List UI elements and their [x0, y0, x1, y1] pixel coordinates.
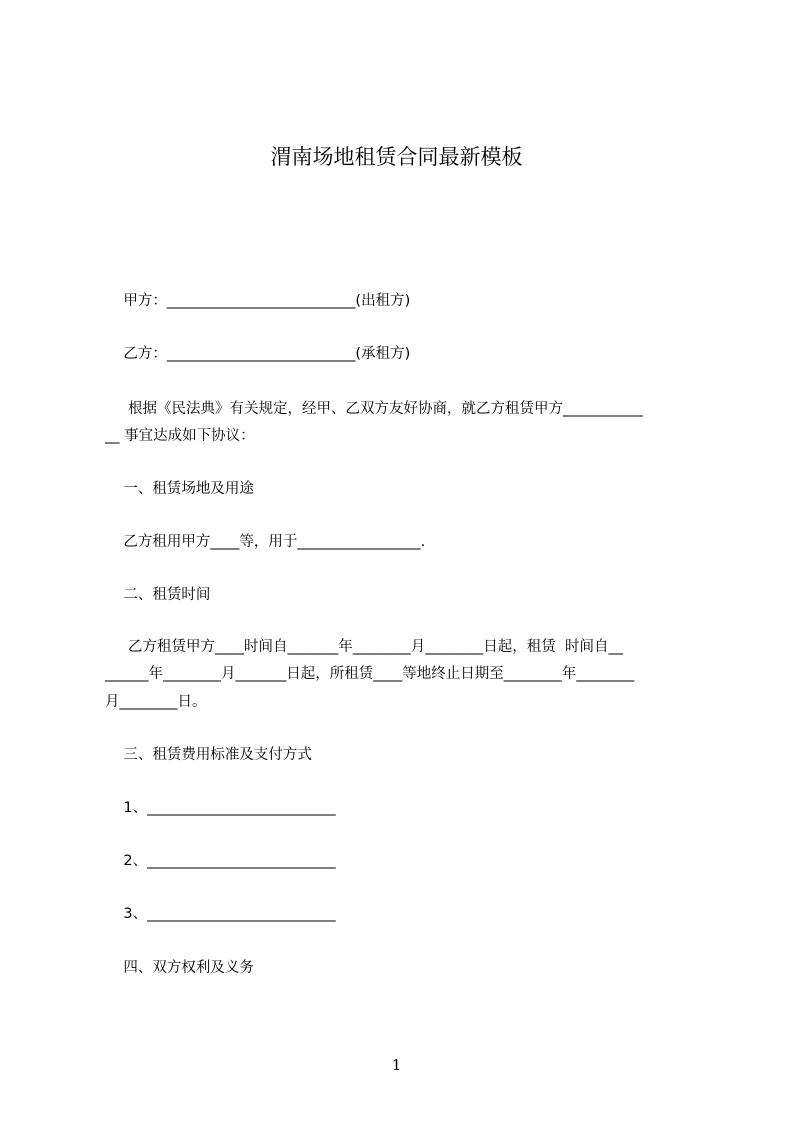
party-b-line: 乙方：__________________________(承租方): [105, 346, 411, 362]
section-4-heading: 四、双方权利及义务: [105, 960, 254, 976]
section-3-heading: 三、租赁费用标准及支付方式: [105, 747, 312, 763]
party-a-line: 甲方：__________________________(出租方): [105, 293, 411, 309]
document-title: 渭南场地租赁合同最新模板: [270, 145, 523, 169]
section-2-line-3: 月________日。: [105, 694, 207, 710]
section-1-text: 乙方租用甲方____等，用于_________________.: [105, 534, 426, 550]
section-1-heading: 一、租赁场地及用途: [105, 481, 254, 497]
section-2-line-2: ______年________月_______日起，所租赁____等地终止日期至________年________: [105, 666, 635, 682]
intro-line-2: __ 事宜达成如下协议：: [105, 428, 255, 444]
payment-item-2: 2、__________________________: [105, 853, 336, 869]
payment-item-3: 3、__________________________: [105, 906, 336, 922]
page-number: 1: [391, 1056, 402, 1074]
section-2-heading: 二、租赁时间: [105, 587, 211, 603]
intro-line-1: 根据《民法典》有关规定，经甲、乙双方友好协商，就乙方租赁甲方___________: [105, 401, 643, 417]
payment-item-1: 1、__________________________: [105, 800, 336, 816]
section-2-line-1: 乙方租赁甲方____时间自_______年________月________日起，租赁 时间自__: [105, 639, 624, 655]
